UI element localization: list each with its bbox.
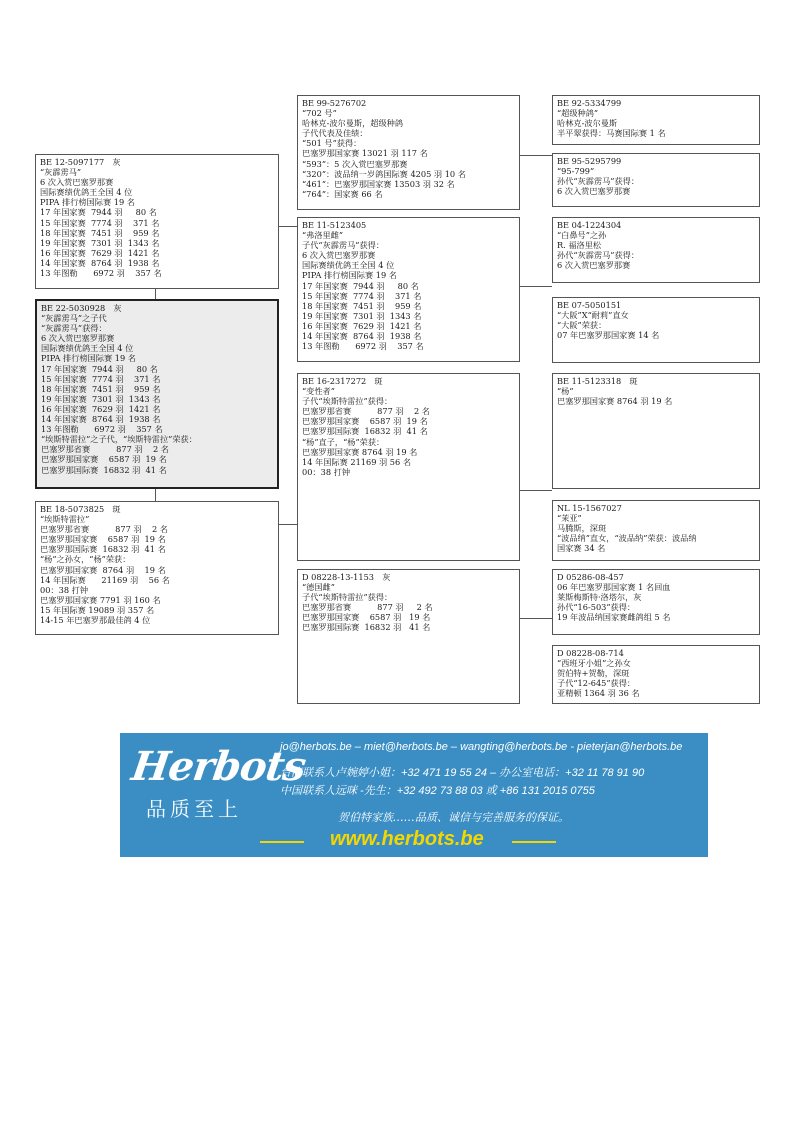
pedigree-line: 14 年国际赛 21169 羽 56 名 xyxy=(40,574,170,585)
ddd-box xyxy=(552,645,760,704)
pedigree-line: “大阪”X“耐莉”直女 xyxy=(557,310,629,321)
pedigree-line: “杨” xyxy=(557,386,574,397)
dam-box xyxy=(35,501,279,635)
pedigree-line: “702 号” xyxy=(302,108,337,119)
pedigree-line: 国际赛绩优鸽王全国 4 位 xyxy=(41,343,134,354)
pedigree-line: 13 年图勒 6972 羽 357 名 xyxy=(40,268,162,279)
pedigree-line: 19 年国家赛 7301 羽 1343 名 xyxy=(40,237,160,248)
pedigree-line: 巴塞罗那省赛 877 羽 2 名 xyxy=(41,444,169,455)
pedigree-line: 巴塞罗那国家赛 7791 羽 160 名 xyxy=(40,594,161,605)
pedigree-line: 6 次入赏巴塞罗那赛 xyxy=(557,186,631,197)
connector-line xyxy=(520,618,552,619)
pedigree-line: 16 年国家赛 7629 羽 1421 名 xyxy=(41,403,161,414)
pedigree-line: 巴塞罗那国家赛 6587 羽 19 名 xyxy=(302,612,431,623)
pedigree-line: 17 年国家赛 7944 羽 80 名 xyxy=(40,207,157,218)
ssd-box xyxy=(552,153,760,207)
pedigree-line: 巴塞罗那国家赛 6587 羽 19 名 xyxy=(302,416,428,427)
pedigree-line: BE 11-5123405 xyxy=(302,220,367,230)
pedigree-line: 07 年巴塞罗那国家赛 14 名 xyxy=(557,330,660,341)
pedigree-line: 莱斯梅斯特·洛塔尔，灰 xyxy=(557,592,642,603)
pedigree-line: BE 95-5295799 xyxy=(557,156,622,166)
pedigree-line: “95-799” xyxy=(557,166,595,177)
pedigree-line: BE 16-2317272 斑 xyxy=(302,376,383,386)
connector-line xyxy=(279,226,297,227)
pedigree-line: 6 次入赏巴塞罗那赛 xyxy=(557,260,631,271)
pedigree-line: 17 年国家赛 7944 羽 80 名 xyxy=(302,280,419,291)
pedigree-line: 6 次入赏巴塞罗那赛 xyxy=(40,177,114,188)
china-contact: 中国联系人远咪 -先生：+32 492 73 88 03 或 +86 131 2015 0755 xyxy=(280,785,595,797)
pedigree-line: “西班牙小姐”之孙女 xyxy=(557,658,631,669)
pedigree-line: 子代“埃斯特雷拉”获得： xyxy=(302,592,393,603)
pedigree-line: 19 年国家赛 7301 羽 1343 名 xyxy=(302,310,422,321)
pedigree-line: “593”：5 次入赏巴塞罗那赛 xyxy=(302,158,408,169)
pedigree-line: “320”：波品纳一岁鸽国际赛 4205 羽 10 名 xyxy=(302,168,466,179)
pedigree-line: 14 年国家赛 8764 羽 1938 名 xyxy=(302,331,422,342)
pedigree-line: “杨”之孙女，“杨”荣获： xyxy=(40,554,131,565)
pedigree-line: “灰霹雳马”之子代 xyxy=(41,313,107,324)
pedigree-line: 巴塞罗那国家赛 13021 羽 117 名 xyxy=(302,148,428,159)
pedigree-line: PIPA 排行榜国际赛 19 名 xyxy=(302,270,397,281)
quality-promise: 贺伯特家族……品质、诚信与完善服务的保证。 xyxy=(338,811,569,824)
pedigree-line: 贺伯特+贺勒，深斑 xyxy=(557,668,630,679)
pedigree-line: 巴塞罗那国家赛 6587 羽 19 名 xyxy=(41,454,167,465)
pedigree-line: 孙代“16-503”获得： xyxy=(557,602,636,613)
pedigree-line: 13 年图勒 6972 羽 357 名 xyxy=(302,341,424,352)
pedigree-line: 孙代“灰霹雳马”获得： xyxy=(557,250,640,261)
sire-sire-box xyxy=(297,95,520,210)
pedigree-line: 15 年国家赛 7774 羽 371 名 xyxy=(302,290,422,301)
pedigree-line: 18 年国家赛 7451 羽 959 名 xyxy=(302,300,422,311)
pedigree-line: 孙代“灰霹雳马”获得： xyxy=(557,176,640,187)
pedigree-line: 19 年国家赛 7301 羽 1343 名 xyxy=(41,393,161,404)
herbots-banner xyxy=(120,733,708,857)
pedigree-line: 半平翠获得：马赛国际赛 1 名 xyxy=(557,128,666,139)
pedigree-line: 子代代表及佳绩： xyxy=(302,128,368,139)
pedigree-line: 16 年国家赛 7629 羽 1421 名 xyxy=(40,247,160,258)
divider-left xyxy=(260,841,304,843)
pedigree-line: “大阪”荣获： xyxy=(557,320,607,331)
pedigree-line: R. 福洛里松 xyxy=(557,240,602,251)
pedigree-line: BE 11-5123318 斑 xyxy=(557,376,638,386)
dss-box xyxy=(552,373,760,489)
pedigree-line: “埃斯特雷拉”之子代，“埃斯特雷拉”荣获： xyxy=(41,434,197,445)
website-link[interactable]: www.herbots.be xyxy=(330,828,484,850)
connector-line xyxy=(520,490,552,491)
pedigree-line: 巴塞罗那国家赛 8764 羽 19 名 xyxy=(557,396,673,407)
pedigree-line: “461”：巴塞罗那国家赛 13503 羽 32 名 xyxy=(302,178,455,189)
pedigree-line: BE 22-5030928 灰 xyxy=(41,303,122,313)
pedigree-line: “埃斯特雷拉” xyxy=(40,514,90,525)
pedigree-line: 巴塞罗那国家赛 6587 羽 19 名 xyxy=(40,534,166,545)
contact-emails[interactable]: jo@herbots.be – miet@herbots.be – wangting@herbots.be - pieterjan@herbots.be xyxy=(280,741,683,753)
divider-right xyxy=(512,841,556,843)
connector-line xyxy=(155,289,156,299)
pedigree-line: “茉亚” xyxy=(557,513,582,524)
pedigree-line: 14 年国际赛 21169 羽 56 名 xyxy=(302,456,412,467)
sire-dam-box xyxy=(297,217,520,362)
pedigree-line: 14 年国家赛 8764 羽 1938 名 xyxy=(40,257,160,268)
connector-line xyxy=(155,489,156,501)
pedigree-line: “弗洛里雌” xyxy=(302,230,344,241)
pedigree-line: “超级种鸽” xyxy=(557,108,599,119)
pedigree-line: 15 年国际赛 19089 羽 357 名 xyxy=(40,604,155,615)
pedigree-line: 6 次入赏巴塞罗那赛 xyxy=(41,333,115,344)
pedigree-line: BE 99-5276702 xyxy=(302,98,367,108)
pedigree-line: 06 年巴塞罗那国家赛 1 名回血 xyxy=(557,582,671,593)
pedigree-line: 子代“灰霹雳马”获得： xyxy=(302,240,385,251)
pedigree-line: “德国雌” xyxy=(302,582,335,593)
pedigree-line: 国家赛 34 名 xyxy=(557,543,606,554)
connector-line xyxy=(520,155,552,156)
pedigree-line: BE 92-5334799 xyxy=(557,98,622,108)
pedigree-line: “白鼻号”之孙 xyxy=(557,230,607,241)
dam-dam-box xyxy=(297,569,520,704)
pedigree-line: 亚精顿 1364 羽 36 名 xyxy=(557,688,640,699)
pedigree-line: 巴塞罗那国际赛 16832 羽 41 名 xyxy=(41,464,167,475)
taiwan-contact: 台湾联系人卢婉婷小姐：+32 471 19 55 24 – 办公室电话：+32 11 78 91 90 xyxy=(280,767,645,779)
pedigree-line: 国际赛绩优鸽王全国 4 位 xyxy=(302,260,395,271)
pedigree-line: 巴塞罗那省赛 877 羽 2 名 xyxy=(302,602,433,613)
pedigree-line: BE 07-5050151 xyxy=(557,300,622,310)
pedigree-line: D 08228-08-714 xyxy=(557,648,624,658)
pedigree-line: BE 04-1224304 xyxy=(557,220,622,230)
pedigree-line: 00：38 打钟 xyxy=(302,466,351,477)
pedigree-line: “杨”直子，“杨”荣获： xyxy=(302,436,385,447)
pedigree-line: 13 年图勒 6972 羽 357 名 xyxy=(41,424,163,435)
slogan: 品质至上 xyxy=(146,797,242,821)
pedigree-line: “764”：国家赛 66 名 xyxy=(302,188,383,199)
dds-box xyxy=(552,569,760,635)
sds-box xyxy=(552,217,760,283)
pedigree-line: 巴塞罗那国际赛 16832 羽 41 名 xyxy=(302,426,428,437)
pedigree-line: 16 年国家赛 7629 羽 1421 名 xyxy=(302,320,422,331)
pedigree-line: NL 15-1567027 xyxy=(557,503,622,513)
pedigree-line: PIPA 排行榜国际赛 19 名 xyxy=(41,353,136,364)
pedigree-line: 17 年国家赛 7944 羽 80 名 xyxy=(41,363,158,374)
pedigree-line: 18 年国家赛 7451 羽 959 名 xyxy=(40,227,160,238)
pedigree-line: 14 年国家赛 8764 羽 1938 名 xyxy=(41,414,161,425)
pedigree-line: PIPA 排行榜国际赛 19 名 xyxy=(40,197,135,208)
pedigree-line: “变性者” xyxy=(302,386,335,397)
pedigree-line: 巴塞罗那国际赛 16832 羽 41 名 xyxy=(302,622,431,633)
pedigree-line: 国际赛绩优鸽王全国 4 位 xyxy=(40,187,133,198)
pedigree-line: 19 年波品纳国家赛雌鸽组 5 名 xyxy=(557,612,671,623)
connector-line xyxy=(279,524,297,525)
pedigree-line: 巴塞罗那省赛 877 羽 2 名 xyxy=(40,524,168,535)
dam-sire-box xyxy=(297,373,520,561)
pedigree-line: “501 号”获得： xyxy=(302,138,362,149)
pedigree-line: D 05286-08-457 xyxy=(557,572,624,582)
pedigree-line: 15 年国家赛 7774 羽 371 名 xyxy=(41,373,161,384)
pedigree-line: “灰霹雳马” xyxy=(40,167,82,178)
pedigree-line: 6 次入赏巴塞罗那赛 xyxy=(302,250,376,261)
herbots-logo: Herbots xyxy=(128,743,309,790)
pedigree-line: 哈林克-波尔曼斯 xyxy=(557,118,618,129)
sss-box xyxy=(552,95,760,145)
pedigree-line: 马腾斯，深斑 xyxy=(557,523,607,534)
sire-box xyxy=(35,154,279,289)
dsd-box xyxy=(552,500,760,561)
pedigree-line: 15 年国家赛 7774 羽 371 名 xyxy=(40,217,160,228)
pedigree-line: “波品纳”直女，“波品纳”荣获：波品纳 xyxy=(557,533,697,544)
pedigree-line: 00：38 打钟 xyxy=(40,584,89,595)
pedigree-line: 巴塞罗那国家赛 8764 羽 19 名 xyxy=(302,446,418,457)
main-pigeon-box xyxy=(35,299,279,489)
pedigree-line: BE 12-5097177 灰 xyxy=(40,157,121,167)
pedigree-line: 14-15 年巴塞罗那最佳鸽 4 位 xyxy=(40,615,151,626)
pedigree-line: BE 18-5073825 斑 xyxy=(40,504,121,514)
pedigree-line: D 08228-13-1153 灰 xyxy=(302,572,391,582)
connector-line xyxy=(520,286,552,287)
pedigree-line: 子代“12-645”获得： xyxy=(557,678,636,689)
pedigree-line: 巴塞罗那国家赛 8764 羽 19 名 xyxy=(40,564,166,575)
pedigree-line: 18 年国家赛 7451 羽 959 名 xyxy=(41,383,161,394)
pedigree-line: 巴塞罗那国际赛 16832 羽 41 名 xyxy=(40,544,166,555)
pedigree-line: 子代“埃斯特雷拉”获得： xyxy=(302,396,393,407)
sdd-box xyxy=(552,297,760,363)
pedigree-line: “灰霹雳马”获得： xyxy=(41,323,107,334)
pedigree-line: 巴塞罗那省赛 877 羽 2 名 xyxy=(302,406,430,417)
pedigree-line: 哈林克-波尔曼斯，超级种鸽 xyxy=(302,118,404,129)
